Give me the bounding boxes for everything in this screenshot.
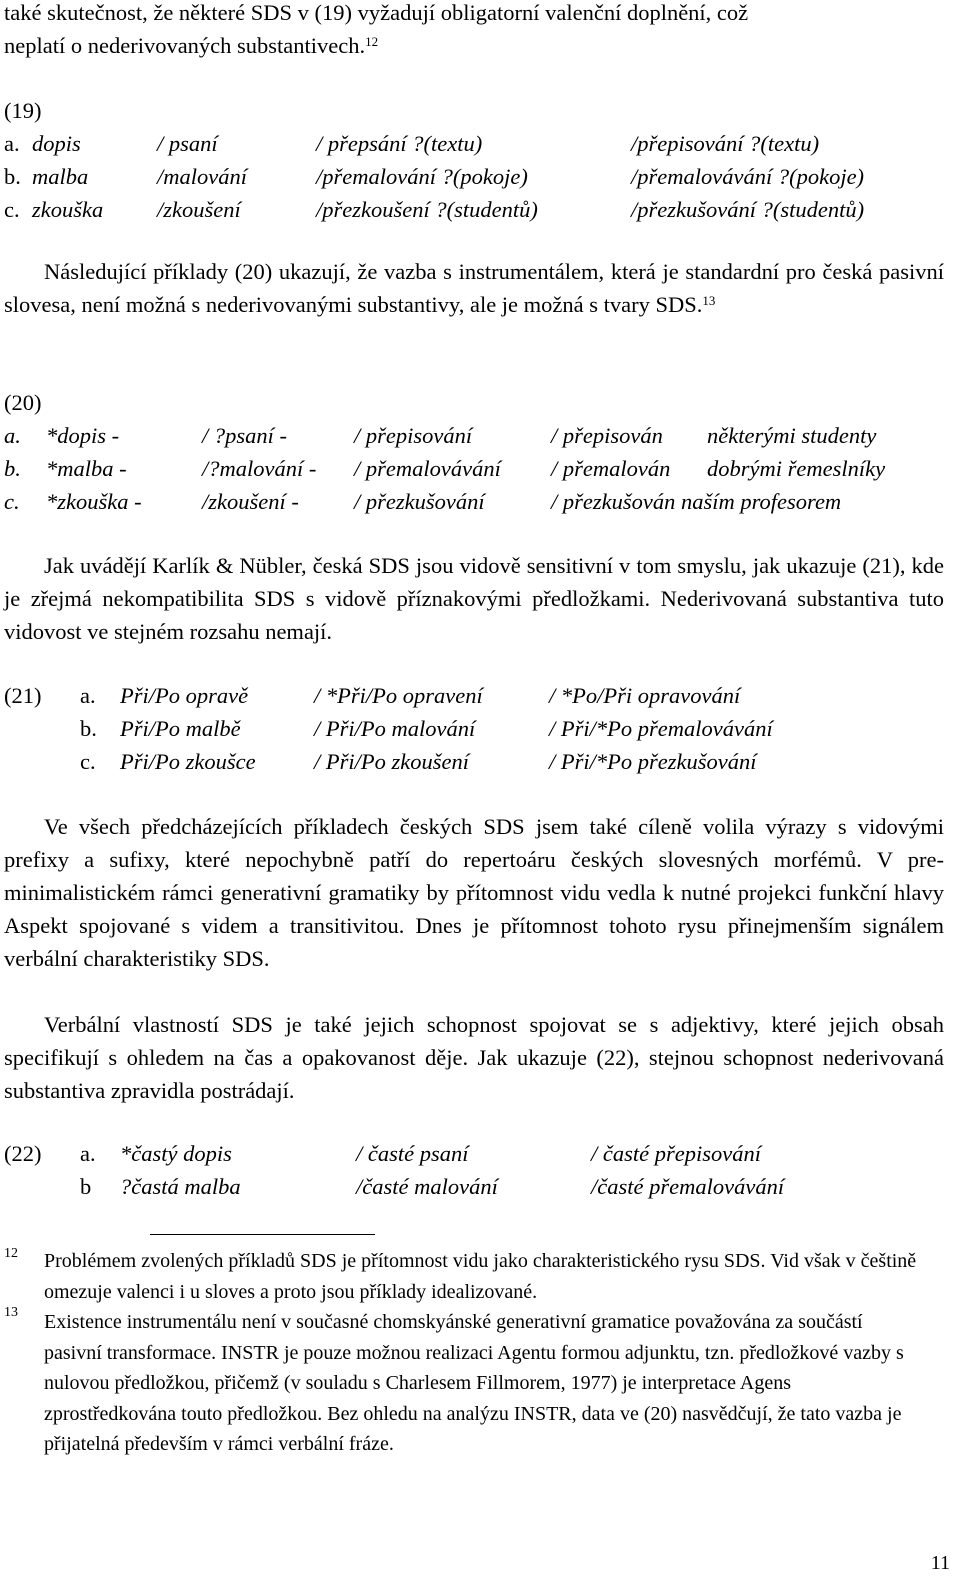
example-word: / ?psaní - xyxy=(202,423,288,448)
example-word: ?častá malba xyxy=(120,1174,241,1199)
example-word: /přezkoušení ?(studentů) xyxy=(316,197,538,222)
footnote-13-number: 13 xyxy=(4,1305,18,1320)
example-word: / Při/*Po přezkušování xyxy=(549,749,757,774)
example-word: / Při/Po malování xyxy=(314,716,476,741)
footnote-12-number: 12 xyxy=(4,1246,18,1261)
example-word: / přepisován xyxy=(551,423,663,448)
intro-line-1: také skutečnost, že některé SDS v (19) vyžadují obligatorní valenční doplnění, což xyxy=(4,0,749,25)
footnote-ref-13[interactable]: 13 xyxy=(702,293,716,308)
footnote-separator xyxy=(150,1234,375,1235)
example-21-row-a xyxy=(4,679,944,712)
example-20-label: (20) xyxy=(4,390,42,415)
example-word: Při/Po zkoušce xyxy=(120,749,256,774)
example-20-row-a xyxy=(4,419,944,452)
example-word: / přepsání ?(textu) xyxy=(316,131,483,156)
example-22-label: (22) xyxy=(4,1141,42,1166)
example-word: / psaní xyxy=(157,131,218,156)
example-word: /přepisování ?(textu) xyxy=(631,131,820,156)
example-word: / přezkušován naším profesorem xyxy=(551,489,842,514)
paragraph-2: Jak uvádějí Karlík & Nübler, česká SDS jsou vidově sensitivní v tom smyslu, jak ukazuje (21), kde je zřejmá nekompatibilita SDS s vidově příznakovými předložkami. Nederivovaná substantiva tuto vidovost ve stejném rozsahu nemají. xyxy=(4,553,944,644)
example-word: / Při/Po zkoušení xyxy=(314,749,469,774)
footnote-13-text: Existence instrumentálu není v současné chomskyánské generativní gramatice považována za součástí pasivní transformace. INSTR je pouze možnou realizaci Agentu formou adjunktu, tzn. předložkové vazby s nulovou předložkou, přičemž (v souladu s Charlesem Fillmorem, 1977) je interpretace Agens zprostředkována touto předložkou. Bez ohledu na analýzu INSTR, data ve (20) nasvědčují, že tato vazba je přijatelná především v rámci verbální fráze. xyxy=(44,1311,904,1455)
example-word: některými studenty xyxy=(707,423,877,448)
example-word: / přemalován xyxy=(551,456,671,481)
example-word: zkouška xyxy=(32,197,104,222)
example-word: /?malování - xyxy=(202,456,317,481)
example-19-label: (19) xyxy=(4,98,42,123)
example-word: *dopis - xyxy=(46,423,120,448)
example-word: / přezkušování xyxy=(354,489,485,514)
paragraph-1 xyxy=(4,255,944,321)
example-word: *častý dopis xyxy=(120,1141,232,1166)
row-letter: a. xyxy=(80,1141,96,1166)
example-19-row-b xyxy=(4,160,944,193)
example-word: *malba - xyxy=(46,456,127,481)
example-word: / Při/*Po přemalovávání xyxy=(549,716,773,741)
row-letter: b. xyxy=(4,164,21,189)
intro-line-2 xyxy=(4,29,378,63)
example-19-row-a xyxy=(4,127,944,160)
example-21-label: (21) xyxy=(4,683,42,708)
example-word: / časté psaní xyxy=(356,1141,469,1166)
example-word: / *Při/Po opravení xyxy=(314,683,483,708)
example-word: dobrými řemeslníky xyxy=(707,456,886,481)
row-letter: c. xyxy=(4,489,20,514)
example-20-row-b xyxy=(4,452,944,485)
example-word: /přezkušování ?(studentů) xyxy=(631,197,865,222)
example-word: / časté přepisování xyxy=(591,1141,761,1166)
paragraph-3: Ve všech předcházejících příkladech českých SDS jsem také cíleně volila výrazy s vidovými prefixy a sufixy, které nepochybně patří do repertoáru českých slovesných morfémů. V pre-minimalistickém rámci generativní gramatiky by přítomnost vidu vedla k nutné projekci funkční hlavy Aspekt spojované s videm a transitivitou. Dnes je přítomnost tohoto rysu přinejmenším signálem verbální charakteristiky SDS. xyxy=(4,814,944,971)
example-word: *zkouška - xyxy=(46,489,142,514)
example-word: /malování xyxy=(157,164,247,189)
example-21-row-c xyxy=(4,745,944,778)
example-22-row-b xyxy=(4,1170,944,1203)
intro-line-2-text: neplatí o nederivovaných substantivech. xyxy=(4,33,366,58)
paragraph-4: Verbální vlastností SDS je také jejich schopnost spojovat se s adjektivy, které jejich obsah specifikují s ohledem na čas a opakovanost děje. Jak ukazuje (22), stejnou schopnost nederivovaná substantiva zpravidla postrádají. xyxy=(4,1012,944,1103)
example-word: /přemalovávání ?(pokoje) xyxy=(631,164,865,189)
example-word: dopis xyxy=(32,131,81,156)
example-word: Při/Po malbě xyxy=(120,716,241,741)
example-word: / *Po/Při opravování xyxy=(549,683,741,708)
example-word: / přemalovávání xyxy=(354,456,501,481)
footnote-ref-12[interactable]: 12 xyxy=(365,34,379,49)
row-letter: b. xyxy=(4,456,21,481)
example-word: /časté přemalovávání xyxy=(591,1174,785,1199)
page-number: 11 xyxy=(930,1552,950,1574)
example-word: malba xyxy=(32,164,89,189)
row-letter: a. xyxy=(4,131,20,156)
row-letter: c. xyxy=(80,749,96,774)
row-letter: b. xyxy=(80,716,97,741)
example-word: /přemalování ?(pokoje) xyxy=(316,164,528,189)
example-20-row-c xyxy=(4,485,944,518)
example-word: Při/Po opravě xyxy=(120,683,249,708)
footnote-12-text: Problémem zvolených příkladů SDS je přítomnost vidu jako charakteristického rysu SDS. Vid však v češtině omezuje valenci i u sloves a proto jsou příklady idealizované. xyxy=(44,1250,917,1303)
row-letter: b xyxy=(80,1174,92,1199)
example-word: /zkoušení xyxy=(157,197,241,222)
example-19-row-c xyxy=(4,193,944,226)
row-letter: a. xyxy=(80,683,96,708)
example-word: / přepisování xyxy=(354,423,473,448)
row-letter: c. xyxy=(4,197,20,222)
example-word: /zkoušení - xyxy=(202,489,299,514)
example-22-row-a xyxy=(4,1137,944,1170)
row-letter: a. xyxy=(4,423,21,448)
example-word: /časté malování xyxy=(356,1174,498,1199)
paragraph-1-text: Následující příklady (20) ukazují, že vazba s instrumentálem, která je standardní pro česká pasivní slovesa, není možná s nederivovanými substantivy, ale je možná s tvary SDS. xyxy=(4,259,944,317)
example-21-row-b xyxy=(4,712,944,745)
